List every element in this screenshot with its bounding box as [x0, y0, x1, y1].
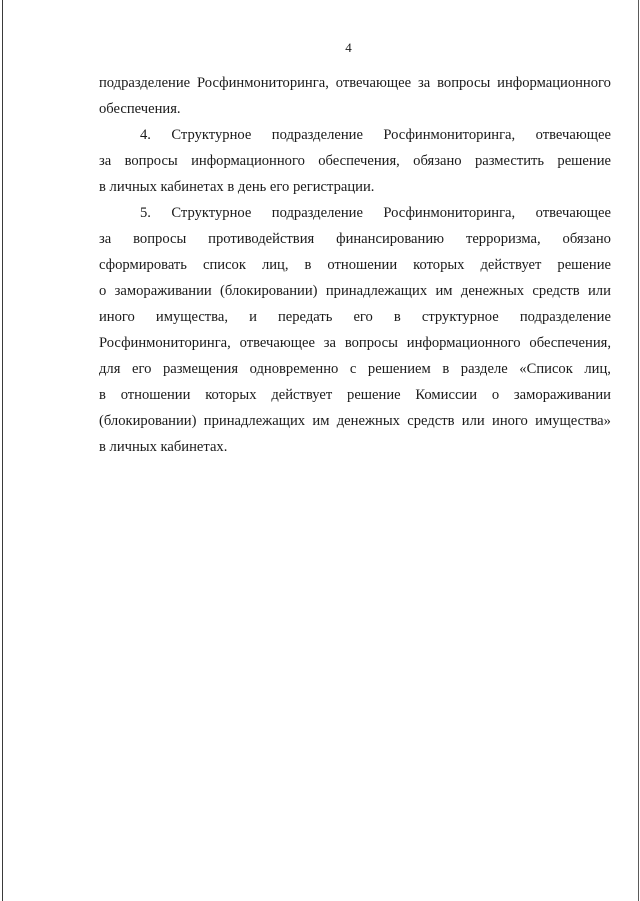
word: (блокировании): [99, 413, 197, 429]
word: за: [99, 153, 112, 169]
word: терроризма,: [465, 231, 541, 247]
text-line: [99, 174, 611, 200]
text-line: [99, 278, 611, 304]
text-line: [99, 226, 611, 252]
word: информационного: [497, 75, 611, 91]
word: решением: [367, 361, 431, 377]
text-line: [99, 434, 611, 460]
word: Росфинмониторинга,: [99, 335, 231, 351]
word: средств: [407, 413, 455, 429]
word: сформировать: [99, 257, 187, 273]
word: Росфинмониторинга,: [383, 127, 516, 143]
word: подразделение: [99, 75, 191, 91]
text-line: [99, 304, 611, 330]
word: иного: [99, 309, 135, 325]
word: разделе: [460, 361, 508, 377]
word: информационного: [406, 335, 521, 351]
text-line: [99, 252, 611, 278]
word: противодействия: [208, 231, 315, 247]
word: (блокировании): [220, 283, 318, 299]
word: «Список: [519, 361, 573, 377]
word: отношении: [327, 257, 398, 273]
text-line: [99, 96, 611, 122]
word: отвечающее: [239, 335, 315, 351]
word: о: [99, 283, 107, 299]
word: лиц,: [261, 257, 289, 273]
word: иного: [492, 413, 528, 429]
word: лиц,: [584, 361, 611, 377]
word: обязано: [413, 153, 462, 169]
page-number: 4: [345, 40, 352, 55]
word: обеспечения,: [529, 335, 611, 351]
word: Росфинмониторинга,: [383, 205, 516, 221]
word: им: [312, 413, 330, 429]
text-line: [99, 382, 611, 408]
word: решение: [347, 387, 401, 403]
word: им: [435, 283, 453, 299]
word: одновременно: [249, 361, 339, 377]
word: отвечающее: [535, 205, 611, 221]
word: в: [393, 309, 401, 325]
word: отвечающее: [335, 75, 412, 91]
word: обязано: [562, 231, 611, 247]
word: в: [442, 361, 450, 377]
word: Росфинмониторинга,: [197, 75, 329, 91]
word: которых: [413, 257, 465, 273]
page-edge-left: [2, 0, 3, 901]
word: замораживании: [513, 387, 611, 403]
word: Структурное: [171, 205, 252, 221]
word: за: [99, 231, 112, 247]
paragraph: [99, 200, 611, 460]
word: отвечающее: [535, 127, 611, 143]
word: действует: [480, 257, 542, 273]
word: действует: [271, 387, 333, 403]
word: решение: [557, 153, 611, 169]
word: и: [249, 309, 257, 325]
word: обеспечения,: [318, 153, 400, 169]
word: размещения: [162, 361, 239, 377]
word: финансированию: [336, 231, 445, 247]
word: с: [349, 361, 357, 377]
word: подразделение: [271, 127, 363, 143]
word: передать: [277, 309, 333, 325]
text-line: [99, 122, 611, 148]
word: информационного: [191, 153, 305, 169]
paragraph: [99, 70, 611, 122]
word: денежных: [460, 283, 525, 299]
word: подразделение: [271, 205, 363, 221]
word: замораживании: [114, 283, 212, 299]
word: имущества,: [155, 309, 229, 325]
word: имущества»: [535, 413, 611, 429]
text-line: [99, 356, 611, 382]
word: вопросы: [124, 153, 178, 169]
word: средств: [532, 283, 580, 299]
page-edge-right: [638, 0, 639, 901]
word: за: [323, 335, 337, 351]
word: в: [304, 257, 312, 273]
word: его: [353, 309, 373, 325]
word: вопросы: [344, 335, 398, 351]
word: вопросы: [437, 75, 491, 91]
word: подразделение: [519, 309, 611, 325]
document-body: [99, 70, 611, 460]
word: принадлежащих: [203, 413, 306, 429]
word: отношении: [120, 387, 191, 403]
word: для: [99, 361, 121, 377]
word: о: [491, 387, 500, 403]
word: Комиссии: [415, 387, 478, 403]
word: которых: [205, 387, 257, 403]
word: его: [131, 361, 152, 377]
text-line: [99, 330, 611, 356]
word: решение: [557, 257, 611, 273]
word: денежных: [336, 413, 400, 429]
text-line: [99, 70, 611, 96]
word: за: [417, 75, 431, 91]
paragraph: [99, 122, 611, 200]
word: обеспечения.: [99, 101, 181, 117]
word: в: [99, 387, 106, 403]
word: разместить: [474, 153, 545, 169]
word: в личных кабинетах в день его регистрации.: [99, 179, 375, 195]
word: список: [202, 257, 246, 273]
text-line: [99, 408, 611, 434]
word: структурное: [421, 309, 499, 325]
word: 4.: [140, 127, 151, 143]
text-line: [99, 148, 611, 174]
text-line: [99, 200, 611, 226]
word: или: [461, 413, 485, 429]
word: Структурное: [171, 127, 252, 143]
word: 5.: [140, 205, 151, 221]
word: или: [588, 283, 611, 299]
word: вопросы: [133, 231, 187, 247]
word: в личных кабинетах.: [99, 439, 228, 455]
word: принадлежащих: [325, 283, 428, 299]
